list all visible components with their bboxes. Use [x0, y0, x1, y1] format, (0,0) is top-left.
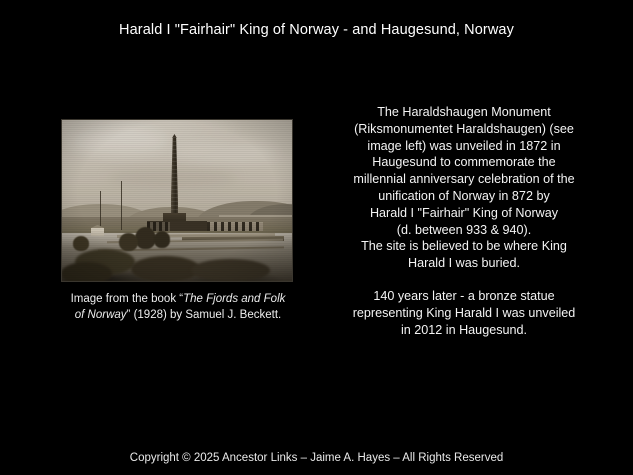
photo-shrub: [191, 259, 270, 282]
body-line: representing King Harald I was unveiled: [352, 305, 576, 320]
paragraph-monument: [322, 104, 606, 272]
body-line: image left) was unveiled in 1872 in: [367, 138, 561, 153]
caption-suffix: ” (1928) by Samuel J. Beckett.: [126, 309, 282, 321]
photo-tree: [154, 231, 170, 247]
photo-tree: [135, 227, 156, 250]
body-text-block: [322, 104, 606, 338]
paragraph-spacer: [322, 272, 606, 288]
body-line: The site is believed to be where King: [361, 239, 567, 254]
paragraph-statue: [322, 288, 606, 338]
photo-shrub: [131, 256, 201, 282]
caption-book-title-part1: The Fjords and Folk: [183, 293, 286, 305]
footer-copyright: Copyright © 2025 Ancestor Links – Jaime A. Hayes – All Rights Reserved: [129, 452, 504, 464]
photo-flagpole: [121, 181, 122, 230]
body-line: Haugesund to commemorate the: [372, 155, 556, 170]
photo-caption: [40, 291, 316, 323]
body-line: Harald I "Fairhair" King of Norway: [369, 205, 559, 220]
body-line: 140 years later - a bronze statue: [373, 288, 555, 303]
body-line: Harald I was buried.: [408, 256, 520, 271]
body-line: (Riksmonumentet Haraldshaugen) (see: [354, 121, 574, 136]
body-line: millennial anniversary celebration of the: [353, 172, 575, 187]
photo-flagpole: [100, 191, 101, 230]
photo-cloud: [172, 142, 279, 163]
photo-tree: [73, 236, 89, 251]
caption-prefix: Image from the book “: [70, 293, 184, 305]
historical-photograph: [61, 119, 293, 282]
body-line: unification of Norway in 872 by: [378, 188, 550, 203]
photo-shrub: [61, 262, 112, 282]
body-line: in 2012 in Haugesund.: [400, 322, 528, 337]
photograph-scene: [61, 119, 293, 282]
body-line: The Haraldshaugen Monument: [377, 105, 551, 119]
body-line: (d. between 933 & 940).: [396, 222, 532, 237]
photo-cloud: [70, 129, 167, 155]
caption-book-title-part2: of Norway: [74, 309, 127, 321]
page-title: Harald I "Fairhair" King of Norway - and Haugesund, Norway: [119, 22, 514, 38]
photo-tree: [119, 233, 138, 251]
